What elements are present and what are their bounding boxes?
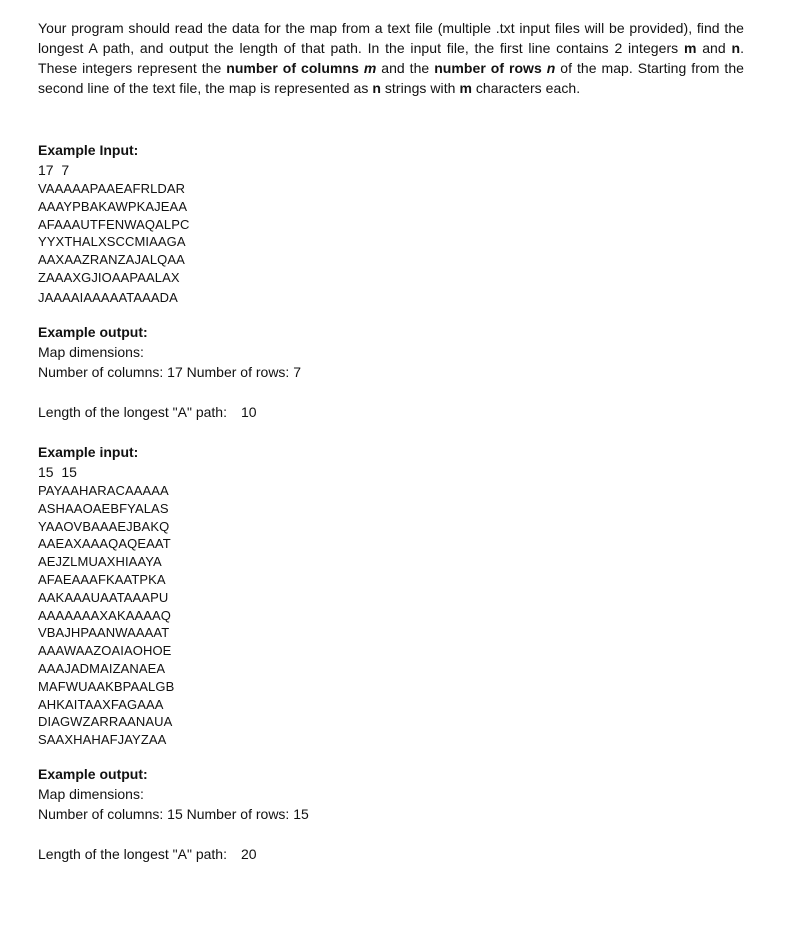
- map-row: VAAAAAPAAEAFRLDAR: [38, 181, 186, 196]
- example1-dimensions: 17 7: [38, 162, 70, 178]
- intro-italic-n: n: [546, 60, 556, 76]
- map-row: DIAGWZARRAANAUA: [38, 714, 173, 730]
- map-row: VBAJHPAANWAAAAT: [38, 625, 170, 641]
- example2-output-section: [38, 764, 309, 864]
- map-row: AAAYPBAKAWPKAJEAA: [38, 198, 188, 214]
- example2-map-dimensions-label: Map dimensions:: [38, 786, 144, 802]
- map-row: ASHAAOAEBFYALAS: [38, 500, 169, 516]
- map-row: SAAXHAHAFJAYZAA: [38, 732, 167, 748]
- map-row: AFAEAAAFKAATPKA: [38, 571, 166, 587]
- intro-text-3: . These integers represent the: [38, 40, 745, 76]
- example2-dimensions: 15 15: [38, 464, 77, 480]
- map-row: AHKAITAAXFAGAAA: [38, 696, 164, 712]
- intro-bold-columns: number of columns: [226, 60, 364, 76]
- map-row: AAAWAAZOAIAOHOE: [38, 643, 172, 659]
- example1-longest-value: 10: [240, 404, 257, 420]
- example1-output-heading: Example output:: [38, 324, 148, 340]
- example2-columns-rows: Number of columns: 15 Number of rows: 15: [38, 806, 309, 822]
- intro-var-n-2: n: [372, 80, 381, 96]
- example1-longest-path: [38, 402, 301, 422]
- map-row: AAKAAAUAATAAAPU: [38, 589, 169, 605]
- map-row: JAAAAIAAAAATAAADA: [38, 289, 178, 305]
- example2-map: [38, 482, 174, 749]
- example2-longest-value: 20: [240, 846, 257, 862]
- map-row: AFAAAUTFENWAQALPC: [38, 216, 190, 232]
- intro-text-4: and the: [376, 60, 435, 76]
- example1-map-dimensions-label: Map dimensions:: [38, 344, 144, 360]
- map-row: AAEAXAAAQAQEAAT: [38, 536, 171, 552]
- example1-longest-label: Length of the longest "A" path:: [38, 404, 227, 420]
- map-row: MAFWUAAKBPAALGB: [38, 678, 175, 694]
- intro-var-n: n: [731, 40, 741, 56]
- map-row: YYXTHALXSCCMIAAGA: [38, 234, 186, 250]
- example2-output-heading: Example output:: [38, 766, 148, 782]
- example2-longest-label: Length of the longest "A" path:: [38, 846, 227, 862]
- map-row: AEJZLMUAXHIAAYA: [38, 554, 162, 570]
- problem-description: [38, 18, 744, 98]
- intro-text-7: characters each.: [471, 80, 581, 96]
- map-row: ZAAAXGJIOAAPAALAX: [38, 269, 180, 285]
- intro-italic-m: m: [363, 60, 377, 76]
- intro-var-m-2: m: [459, 80, 472, 96]
- example1-columns-rows: Number of columns: 17 Number of rows: 7: [38, 364, 301, 380]
- example2-input-heading: Example input:: [38, 444, 139, 460]
- intro-bold-rows: number of rows: [434, 60, 547, 76]
- example1-input-heading: Example Input:: [38, 142, 139, 158]
- example1-output-section: [38, 322, 301, 422]
- example1-map: [38, 180, 189, 307]
- example2-input-section: [38, 442, 174, 749]
- intro-text-2: and: [696, 40, 732, 56]
- map-row: YAAOVBAAAEJBAKQ: [38, 518, 170, 534]
- intro-var-m: m: [683, 40, 697, 56]
- intro-text-6: strings with: [380, 80, 460, 96]
- example2-longest-path: [38, 844, 309, 864]
- map-row: AAAAAAAXAKAAAAQ: [38, 607, 172, 623]
- map-row: AAXAAZRANZAJALQAA: [38, 252, 185, 268]
- example1-input-section: [38, 140, 189, 307]
- intro-text-1: Your program should read the data for the map from a text file (multiple .txt input files will be provided), find the longest A path, and output the length of that path. In the input file, the first line contains 2 integers: [38, 20, 744, 56]
- map-row: AAAJADMAIZANAEA: [38, 660, 166, 676]
- intro-text-5: of the map. Starting from the second line of the text file, the map is represented as: [38, 60, 744, 96]
- map-row: PAYAAHARACAAAAA: [38, 483, 169, 498]
